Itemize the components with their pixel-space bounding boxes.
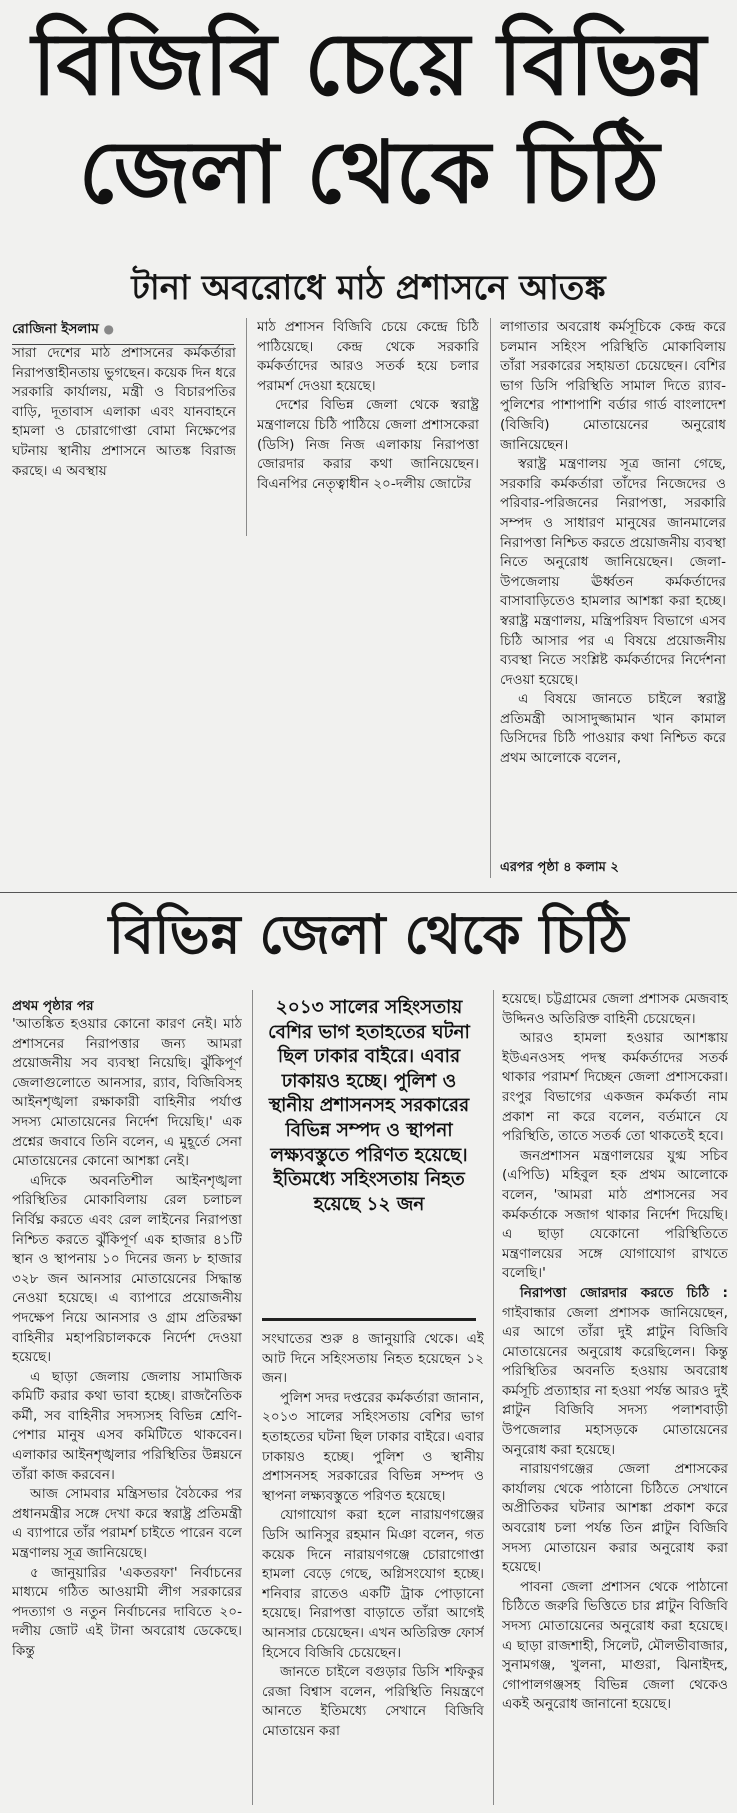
paragraph [502, 1284, 728, 1460]
paragraph: পাবনা জেলা প্রশাসন থেকে পাঠানো চিঠিতে জরুরি ভিত্তিতে চার প্লাটুন বিজিবি সদস্য মোতায়েনের অনুরোধ করা হয়েছে। এ ছাড়া রাজশাহী, সিলেট, মৌলভীবাজার, সুনামগঞ্জ, খুলনা, মাগুরা, ঝিনাইদহ, গোপালগঞ্জসহ বিভিন্ন জেলা থেকেও একই অনুরোধ জানানো হয়েছে। [502, 1578, 728, 1713]
paragraph: হয়েছে। চট্টগ্রামের জেলা প্রশাসক মেজবাহ উদ্দিনও অতিরিক্ত বাহিনী চেয়েছেন। [502, 991, 728, 1027]
paragraph: সংঘাতের শুরু ৪ জানুয়ারি থেকে। এই আট দিনে সহিংসতায় নিহত হয়েছেন ১২ জন। [262, 1331, 484, 1387]
article2-headline: বিভিন্ন জেলা থেকে চিঠি [108, 903, 629, 966]
article2-column-1 [12, 1015, 242, 1805]
article2-column-3 [502, 990, 728, 1805]
paragraph: পুলিশ সদর দপ্তরের কর্মকর্তারা জানান, ২০১৩ সালের সহিংসতায় বেশির ভাগ হতাহতের ঘটনা ছিল ঢাকার বাইরে। এবার ঢাকায়ও হচ্ছে। পুলিশ ও স্থানীয় প্রশাসনসহ সরকারের বিভিন্ন সম্পদ ও স্থাপনা লক্ষ্যবস্তুতে পরিণত হয়েছে। [262, 1389, 484, 1504]
byline-name: রোজিনা ইসলাম [12, 321, 99, 337]
column-divider [490, 318, 491, 878]
paragraph: নারায়ণগঞ্জের জেলা প্রশাসকের কার্যালয় থেকে পাঠানো চিঠিতে সেখানে অপ্রীতিকর ঘটনার আশঙ্কা প্রকাশ করে অবরোধ চলা পর্যন্ত তিন প্লাটুন বিজিবি সদস্য মোতায়েন করার অনুরোধ করা হয়েছে। [502, 1461, 728, 1576]
paragraph: দেশের বিভিন্ন জেলা থেকে স্বরাষ্ট্র মন্ত্রণালয়ে চিঠি পাঠিয়ে জেলা প্রশাসকেরা (ডিসি) নিজ নিজ এলাকায় নিরাপত্তা জোরদার করার কথা জানিয়েছেন। বিএনপির নেতৃত্বাধীন ২০-দলীয় জোটের [257, 397, 479, 492]
paragraph: সারা দেশের মাঠ প্রশাসনের কর্মকর্তারা নিরাপত্তাহীনতায় ভুগছেন। কয়েক দিন ধরে সরকারি কার্যালয়, মন্ত্রী ও বিচারপতির বাড়ি, দূতাবাস এলাকা এবং যানবাহনে হামলা ও চোরাগোপ্তা বোমা নিক্ষেপের ঘটনায় স্থানীয় প্রশাসনে আতঙ্ক বিরাজ করছে। এ অবস্থায় [12, 345, 236, 479]
paragraph: এদিকে অবনতিশীল আইনশৃঙ্খলা পরিস্থিতির মোকাবিলায় রেল চলাচল নির্বিঘ্ন করতে এবং রেল লাইনের নিরাপত্তা নিশ্চিত করতে ঝুঁকিপূর্ণ এক হাজার ৪১টি স্থান ও স্থাপনায় ১০ দিনের জন্য ৮ হাজার ৩২৮ জন আনসার মোতায়েনের সিদ্ধান্ত নেওয়া হয়েছে। এ ব্যাপারে প্রয়োজনীয় পদক্ষেপ নিয়ে আনসার ও গ্রাম প্রতিরক্ষা বাহিনীর মহাপরিচালককে নির্দেশ দেওয়া হয়েছে। [12, 1172, 242, 1366]
paragraph: জানতে চাইলে বগুড়ার ডিসি শফিকুর রেজা বিশ্বাস বলেন, পরিস্থিতি নিয়ন্ত্রণে আনতে ইতিমধ্যে সেখানে বিজিবি মোতায়েন করা [262, 1664, 484, 1739]
pull-quote: ২০১৩ সালের সহিংসতায় বেশির ভাগ হতাহতের ঘটনা ছিল ঢাকার বাইরে। এবার ঢাকায়ও হচ্ছে। পুলিশ ও স্থানীয় প্রশাসনসহ সরকারের বিভিন্ন সম্পদ ও স্থাপনা লক্ষ্যবস্তুতে পরিণত হয়েছে। ইতিমধ্যে সহিংসতায় নিহত হয়েছে ১২ জন [268, 997, 470, 1215]
column-subhead: নিরাপত্তা জোরদার করতে চিঠি : [520, 1284, 728, 1301]
paragraph: আজ সোমবার মন্ত্রিসভার বৈঠকের পর প্রধানমন্ত্রীর সঙ্গে দেখা করে স্বরাষ্ট্র প্রতিমন্ত্রী এ ব্যাপারে তাঁর পরামর্শ চাইতে পারেন বলে মন্ত্রণালয় সূত্র জানিয়েছে। [12, 1486, 242, 1562]
paragraph-text: গাইবান্ধার জেলা প্রশাসক জানিয়েছেন, এর আগে তাঁরা দুই প্লাটুন বিজিবি মোতায়েনের অনুরোধ করেছিলেন। কিন্তু পরিস্থিতির অবনতি হওয়ায় অবরোধ কর্মসূচি প্রত্যাহার না হওয়া পর্যন্ত আরও দুই প্লাটুন বিজিবি সদস্য পলাশবাড়ী উপজেলার মহাসড়কে মোতায়েনের অনুরোধ করা হয়েছে। [502, 1304, 728, 1458]
byline [12, 318, 234, 345]
from-front-page-label: প্রথম পৃষ্ঠার পর [12, 998, 94, 1014]
paragraph: এ বিষয়ে জানতে চাইলে স্বরাষ্ট্র প্রতিমন্ত্রী আসাদুজ্জামান খান কামাল ডিসিদের চিঠি পাওয়ার কথা নিশ্চিত করে প্রথম আলোকে বলেন, [500, 691, 726, 767]
column-divider [252, 990, 253, 1805]
paragraph: এ ছাড়া জেলায় জেলায় সামাজিক কমিটি করার কথা ভাবা হচ্ছে। রাজনৈতিক কর্মী, সব বাহিনীর সদস্যসহ বিভিন্ন শ্রেণি-পেশার মানুষ এসব কমিটিতে থাকবেন। এলাকার আইনশৃঙ্খলার পরিস্থিতির উন্নয়নে তাঁরা কাজ করবেন। [12, 1368, 242, 1483]
paragraph: মাঠ প্রশাসন বিজিবি চেয়ে কেন্দ্রে চিঠি পাঠিয়েছে। কেন্দ্র থেকে সরকারি কর্মকর্তাদের আরও সতর্ক হয়ে চলার পরামর্শ দেওয়া হয়েছে। [257, 319, 479, 394]
paragraph: ৫ জানুয়ারির 'একতরফা' নির্বাচনের মাধ্যমে গঠিত আওয়ামী লীগ সরকারের পদত্যাগ ও নতুন নির্বাচনের দাবিতে ২০-দলীয় জোট এই টানা অবরোধ ডেকেছে। কিন্তু [12, 1564, 242, 1659]
subheadline: টানা অবরোধে মাঠ প্রশাসনে আতঙ্ক [131, 268, 606, 308]
paragraph: জনপ্রশাসন মন্ত্রণালয়ের যুগ্ম সচিব (এপিডি) মহিবুল হক প্রথম আলোকে বলেন, 'আমরা মাঠ প্রশাসনের সব কর্মকর্তাকে সজাগ থাকার নির্দেশ দিয়েছি। এ ছাড়া যেকোনো পরিস্থিতিতে মন্ত্রণালয়ের সঙ্গে যোগাযোগ রাখতে বলেছি।' [502, 1147, 728, 1282]
continuation-note: এরপর পৃষ্ঠা ৪ কলাম ২ [500, 860, 619, 875]
article2-column-2 [262, 1330, 484, 1805]
column-divider [493, 990, 494, 1805]
paragraph: যোগাযোগ করা হলে নারায়ণগঞ্জের ডিসি আনিসুর রহমান মিঞা বলেন, গত কয়েক দিনে নারায়ণগঞ্জে চোরাগোপ্তা হামলা বেড়ে গেছে, অগ্নিসংযোগ হচ্ছে। শনিবার রাতেও একটি ট্রাক পোড়ানো হয়েছে। নিরাপত্তা বাড়াতে তাঁরা আগেই আনসার চেয়েছেন। এখন অতিরিক্ত ফোর্স হিসেবে বিজিবি চেয়েছেন। [262, 1507, 484, 1661]
pull-quote-rule [262, 1318, 476, 1321]
byline-dot-icon: ● [103, 322, 115, 336]
paragraph: আরও হামলা হওয়ার আশঙ্কায় ইউএনওসহ পদস্থ কর্মকর্তাদের সতর্ক থাকার পরামর্শ দিচ্ছেন জেলা প্রশাসকেরা। রংপুর বিভাগের একজন কর্মকর্তা নাম প্রকাশ না করে বলেন, বর্তমানে যে পরিস্থিতি, তাতে সতর্ক তো থাকতেই হবে। [502, 1030, 728, 1145]
paragraph: লাগাতার অবরোধ কর্মসূচিকে কেন্দ্র করে চলমান সহিংস পরিস্থিতি মোকাবিলায় তাঁরা সরকারের সহায়তা চেয়েছেন। বেশির ভাগ ডিসি পরিস্থিতি সামাল দিতে র‍্যাব-পুলিশের পাশাপাশি বর্ডার গার্ড বাংলাদেশ (বিজিবি) মোতায়েনের অনুরোধ জানিয়েছেন। [500, 319, 726, 453]
article1-column-3 [500, 318, 726, 848]
paragraph: 'আতঙ্কিত হওয়ার কোনো কারণ নেই। মাঠ প্রশাসনের নিরাপত্তার জন্য আমরা প্রয়োজনীয় সব ব্যবস্থা নিয়েছি। ঝুঁকিপূর্ণ জেলাগুলোতে আনসার, র‍্যাব, বিজিবিসহ আইনশৃঙ্খলা রক্ষাকারী বাহিনীর পর্যাপ্ত সদস্য মোতায়েনের নির্দেশ দিয়েছি।' এক প্রশ্নের জবাবে তিনি বলেন, এ মুহূর্তে সেনা মোতায়েনের কোনো আশঙ্কা নেই। [12, 1016, 242, 1170]
paragraph: স্বরাষ্ট্র মন্ত্রণালয় সূত্র জানা গেছে, সরকারি কর্মকর্তারা তাঁদের নিজেদের ও পরিবার-পরিজনের নিরাপত্তা, সরকারি সম্পদ ও সাধারণ মানুষের জানমালের নিরাপত্তা নিশ্চিত করতে প্রয়োজনীয় ব্যবস্থা নিতে অনুরোধ জানিয়েছেন। জেলা-উপজেলায় ঊর্ধ্বতন কর্মকর্তাদের বাসাবাড়িতেও হামলার আশঙ্কা করা হচ্ছে। স্বরাষ্ট্র মন্ত্রণালয়, মন্ত্রিপরিষদ বিভাগে এসব চিঠি আসার পর এ বিষয়ে প্রয়োজনীয় ব্যবস্থা নিতে সংশ্লিষ্ট কর্মকর্তাদের নির্দেশনা দেওয়া হয়েছে। [500, 456, 726, 688]
section-divider [0, 892, 737, 893]
headline-line-1: বিজিবি চেয়ে বিভিন্ন [31, 15, 706, 115]
article1-column-1 [12, 344, 236, 530]
headline-line-2: জেলা থেকে চিঠি [78, 123, 659, 223]
column-divider [246, 318, 247, 536]
article1-column-2 [257, 318, 479, 536]
